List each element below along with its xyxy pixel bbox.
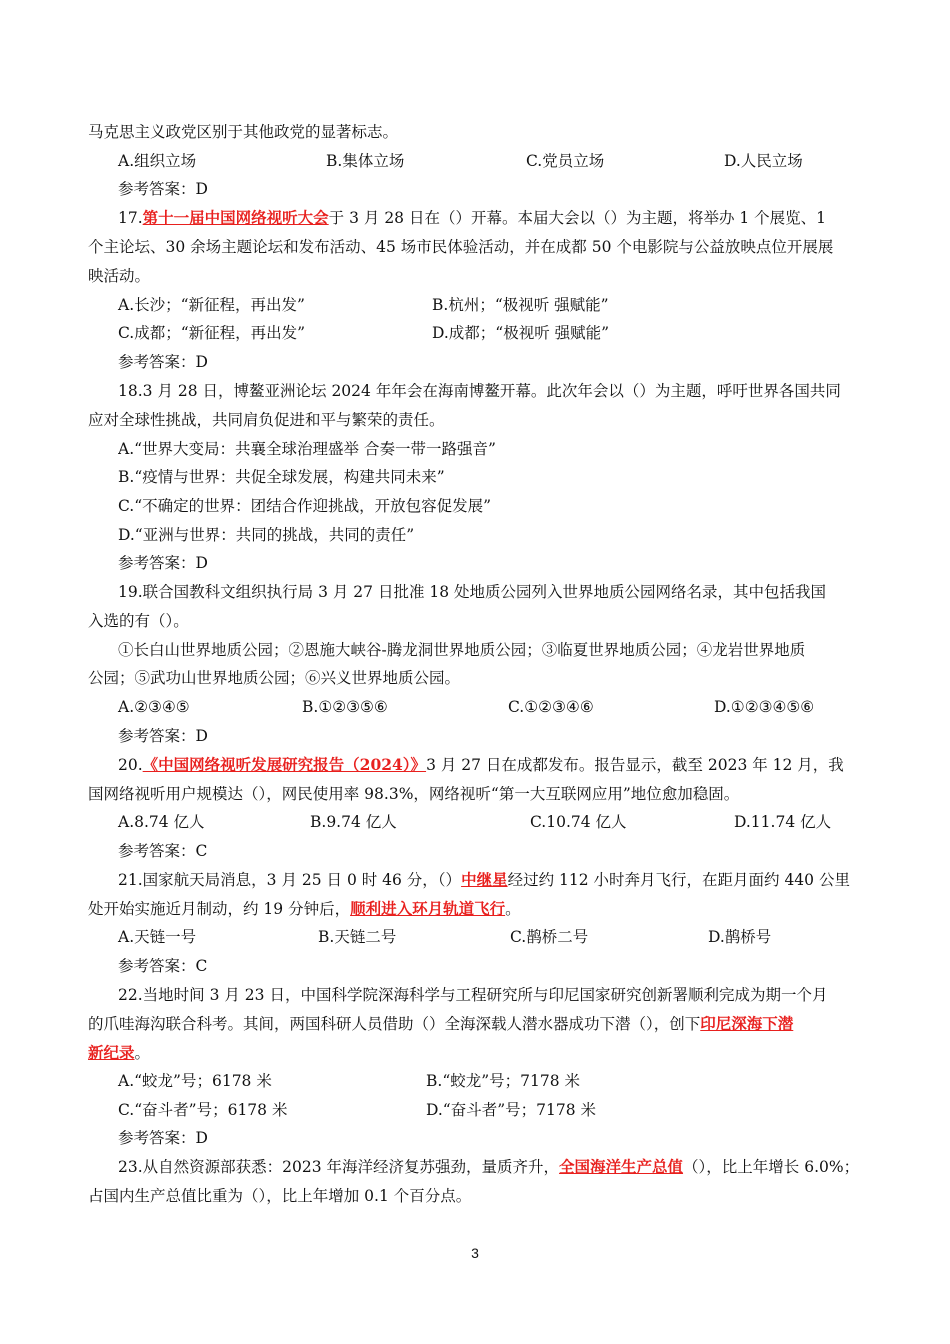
q21-text-c: 处开始实施近月制动，约 19 分钟后， [88,900,351,918]
q17-number: 17. [118,209,143,227]
q20-line-1 [118,755,864,775]
q20-number: 20. [118,756,143,774]
q17-line-1 [118,208,864,228]
q22-option-a: A.“蛟龙”号；6178 米 [118,1072,272,1090]
q19-option-a: A.②③④⑤ [118,698,190,716]
q23-line-2: 占国内生产总值比重为（），比上年增加 0.1 个百分点。 [88,1187,472,1205]
q17-option-c: C.成都；“新征程，再出发” [118,324,306,342]
q16-text: 马克思主义政党区别于其他政党的显著标志。 [88,123,399,141]
q17-line-2: 个主论坛、30 余场主题论坛和发布活动、45 场市民体验活动，并在成都 50 个电影院与公益放映点位开展展 [88,238,834,256]
q20-line-2: 国网络视听用户规模达（），网民使用率 98.3%，网络视听“第一大互联网应用”地位愈加稳固。 [88,785,740,803]
q18-answer: 参考答案：D [118,554,208,572]
q23-highlight: 全国海洋生产总值 [559,1157,684,1176]
q22-line-1: 22.当地时间 3 月 23 日，中国科学院深海科学与工程研究所与印尼国家研究创新署顺利完成为期一个月 [118,986,828,1004]
q20-option-a: A.8.74 亿人 [118,813,205,831]
q22-highlight-1: 印尼深海下潜 [700,1014,794,1033]
q17-line-3: 映活动。 [88,267,151,285]
q18-line-2: 应对全球性挑战，共同肩负促进和平与繁荣的责任。 [88,411,445,429]
q22-line-2 [88,1014,864,1034]
q18-option-d: D.“亚洲与世界：共同的挑战，共同的责任” [118,526,415,544]
q19-option-d: D.①②③④⑤⑥ [714,698,815,716]
q17-option-d: D.成都；“极视听 强赋能” [432,324,610,342]
q21-option-d: D.鹊桥号 [708,928,772,946]
q19-line-2: 入选的有（）。 [88,612,189,630]
q22-option-b: B.“蛟龙”号；7178 米 [426,1072,581,1090]
q16-option-b: B.集体立场 [326,152,405,170]
q19-line-1: 19.联合国教科文组织执行局 3 月 27 日批准 18 处地质公园列入世界地质公园网络名录，其中包括我国 [118,583,827,601]
q21-line-2 [88,899,864,919]
q19-line-3: ①长白山世界地质公园；②恩施大峡谷-腾龙洞世界地质公园；③临夏世界地质公园；④龙岩世界地质 [118,641,806,659]
q22-answer: 参考答案：D [118,1129,208,1147]
q21-line-1 [118,870,864,890]
q17-highlight: 第十一届中国网络视听大会 [142,208,329,227]
q20-option-c: C.10.74 亿人 [530,813,627,831]
q20-answer: 参考答案：C [118,842,208,860]
q18-option-b: B.“疫情与世界：共促全球发展，构建共同未来” [118,468,445,486]
q16-option-d: D.人民立场 [724,152,803,170]
q16-option-c: C.党员立场 [526,152,605,170]
q17-answer: 参考答案：D [118,353,208,371]
q22-text-a: 的爪哇海沟联合科考。其间，两国科研人员借助（）全海深载人潜水器成功下潜（），创下 [88,1015,701,1033]
q19-option-b: B.①②③⑤⑥ [302,698,388,716]
q21-text-a: 21.国家航天局消息，3 月 25 日 0 时 46 分，（） [118,871,462,889]
q19-line-4: 公园；⑤武功山世界地质公园；⑥兴义世界地质公园。 [88,669,461,687]
q18-line-1: 18.3 月 28 日，博鳌亚洲论坛 2024 年年会在海南博鳌开幕。此次年会以（）为主题，呼吁世界各国共同 [118,382,841,400]
q23-text-b: （），比上年增长 6.0%； [683,1158,860,1176]
q23-text-a: 23.从自然资源部获悉：2023 年海洋经济复苏强劲，量质齐升， [118,1158,560,1176]
q21-answer: 参考答案：C [118,957,208,975]
q17-text: 于 3 月 28 日在（）开幕。本届大会以（）为主题，将举办 1 个展览、1 [328,209,827,227]
q20-highlight: 《中国网络视听发展研究报告（2024）》 [142,755,427,774]
page-number: 3 [471,1245,479,1261]
q18-option-a: A.“世界大变局：共襄全球治理盛举 合奏一带一路强音” [118,440,496,458]
q19-option-c: C.①②③④⑥ [508,698,594,716]
q20-option-d: D.11.74 亿人 [734,813,832,831]
q17-option-b: B.杭州；“极视听 强赋能” [432,296,609,314]
q21-option-b: B.天链二号 [318,928,397,946]
q17-option-a: A.长沙；“新征程，再出发” [118,296,305,314]
q16-option-a: A.组织立场 [118,152,197,170]
q22-line-3 [88,1043,864,1063]
q21-text-d: 。 [505,900,521,918]
q22-option-c: C.“奋斗者”号；6178 米 [118,1101,288,1119]
q21-highlight-2: 顺利进入环月轨道飞行 [350,899,506,918]
q19-answer: 参考答案：D [118,727,208,745]
q21-highlight-1: 中继星 [461,870,508,889]
q21-option-a: A.天链一号 [118,928,197,946]
q21-text-b: 经过约 112 小时奔月飞行，在距月面约 440 公里 [507,871,850,889]
q20-text: 3 月 27 日在成都发布。报告显示，截至 2023 年 12 月，我 [426,756,844,774]
q22-option-d: D.“奋斗者”号；7178 米 [426,1101,597,1119]
q21-option-c: C.鹊桥二号 [510,928,589,946]
q22-highlight-2: 新纪录 [88,1043,135,1062]
q20-option-b: B.9.74 亿人 [310,813,397,831]
q16-answer: 参考答案：D [118,180,208,198]
q22-text-b: 。 [134,1044,151,1062]
q23-line-1 [118,1157,864,1177]
q18-option-c: C.“不确定的世界：团结合作迎挑战，开放包容促发展” [118,497,492,515]
